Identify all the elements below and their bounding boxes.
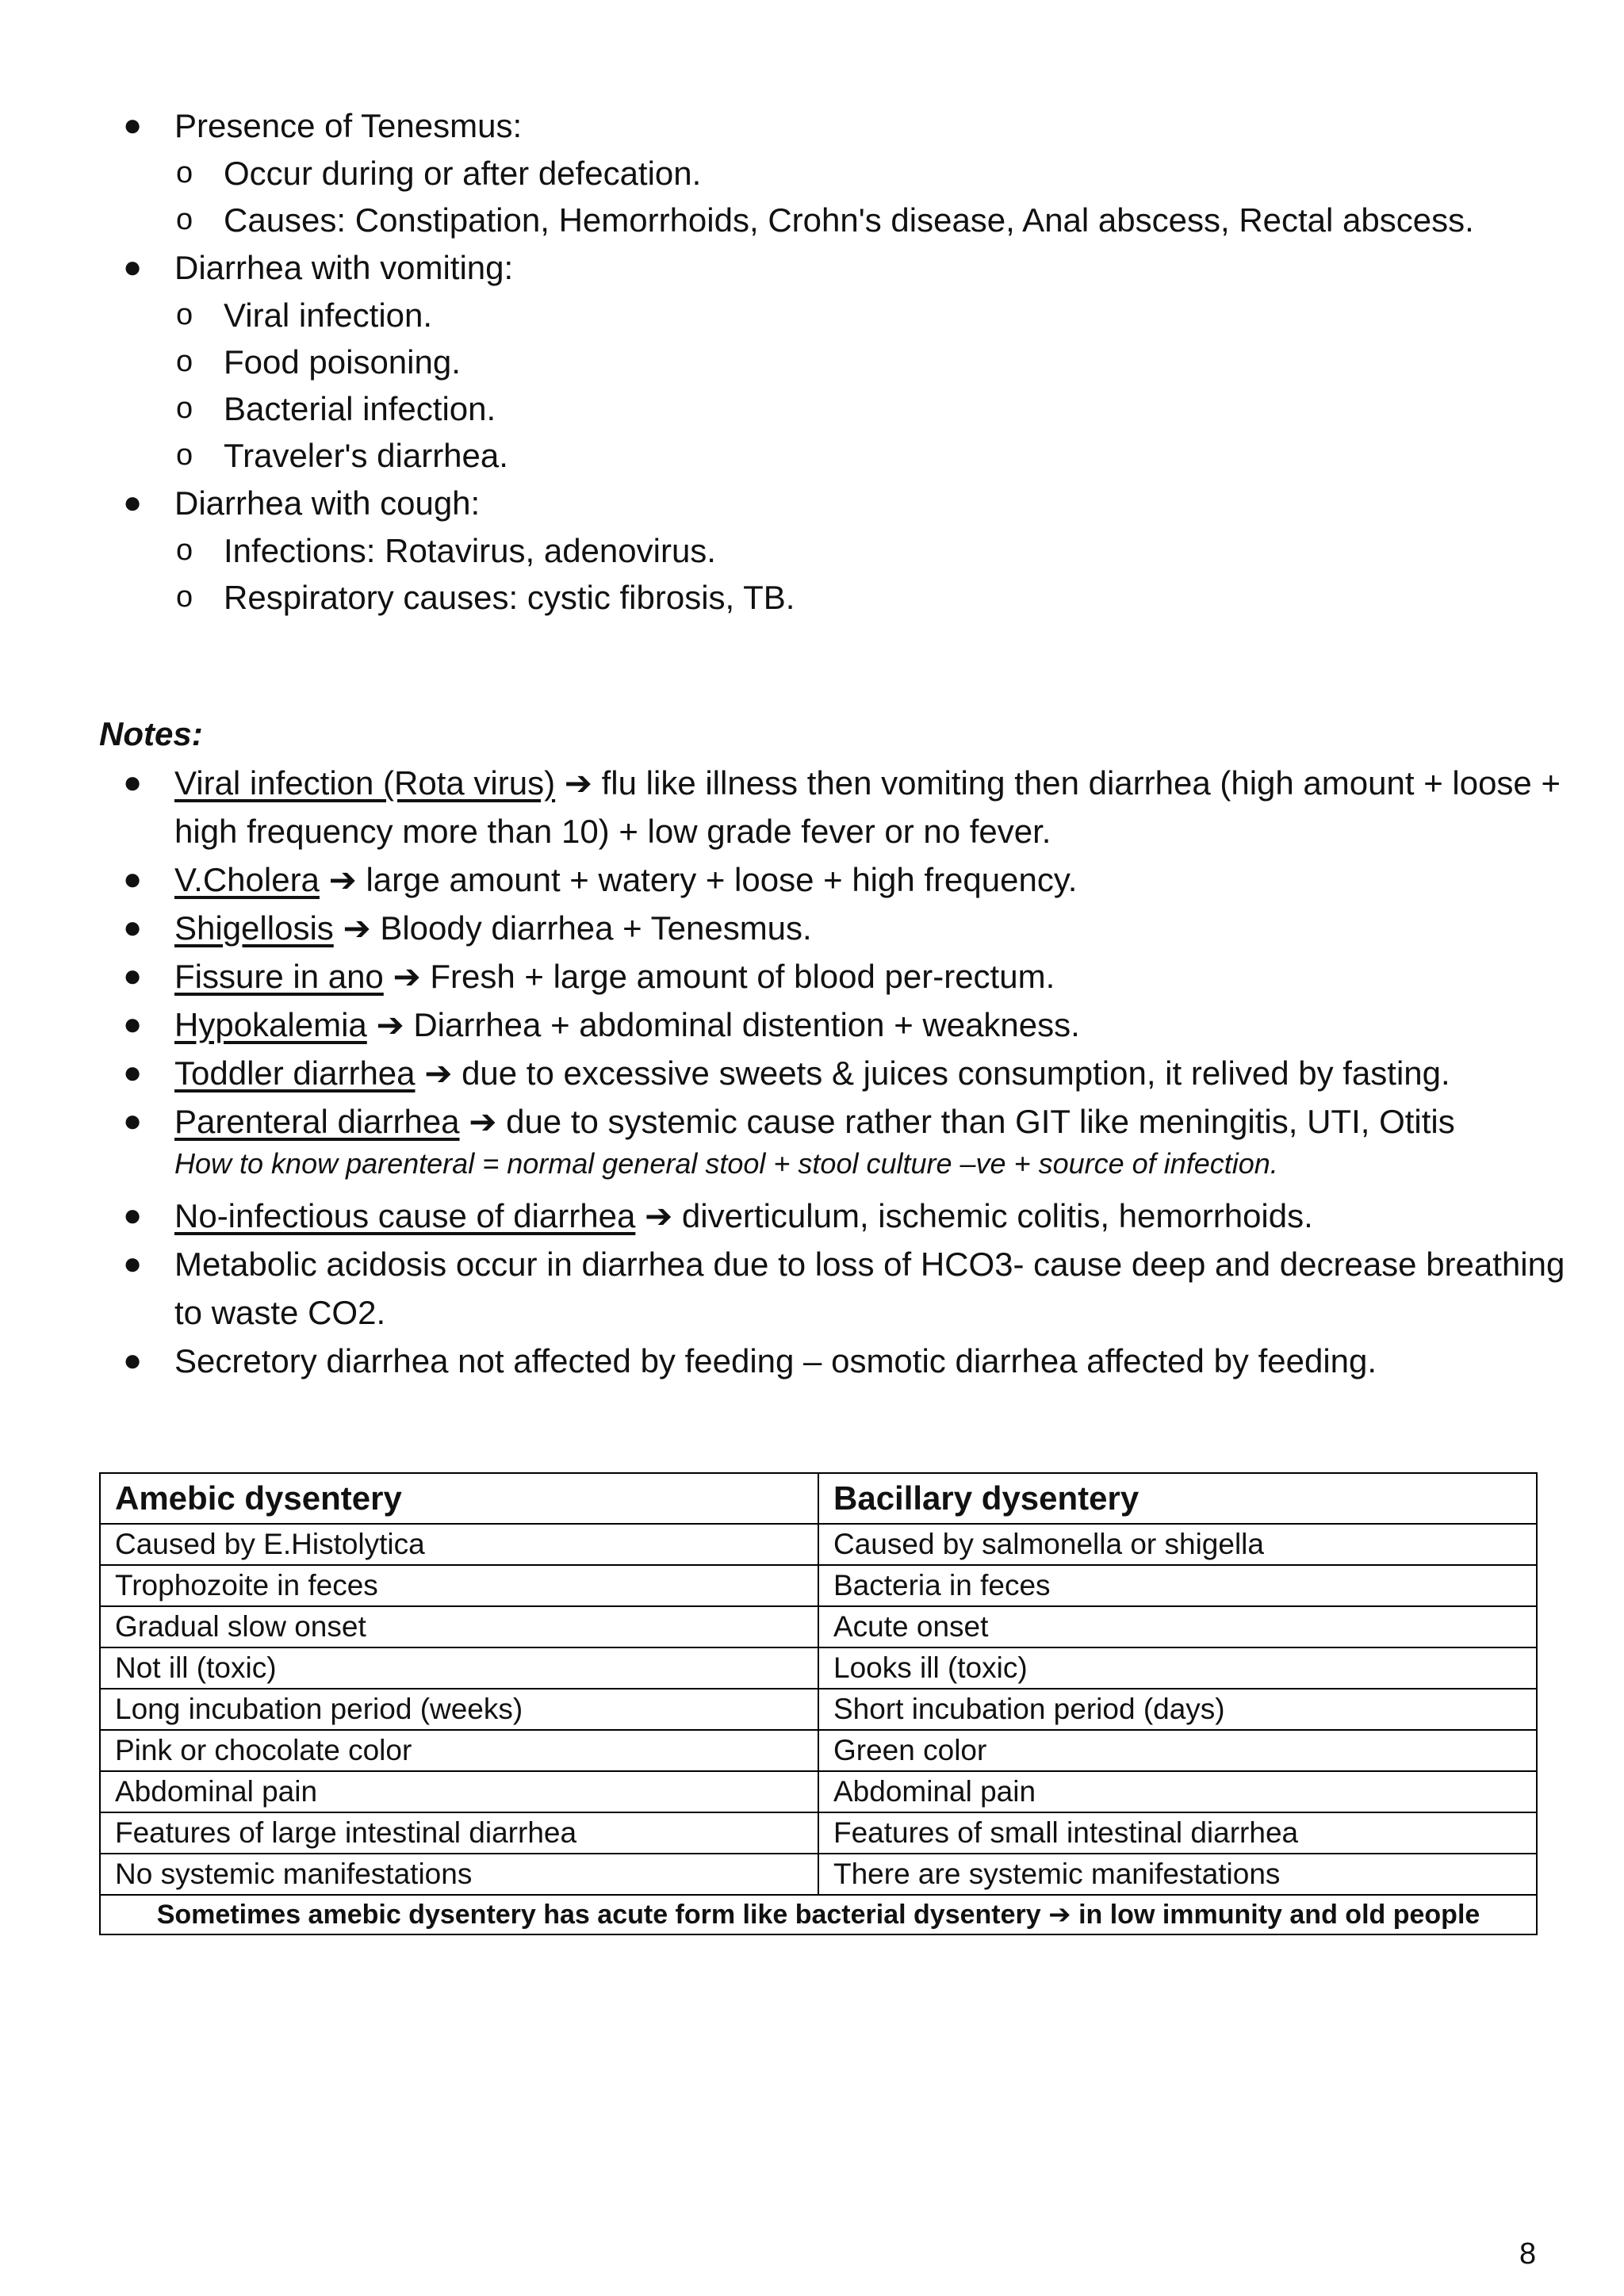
table-cell: Short incubation period (days) bbox=[818, 1689, 1537, 1730]
table-cell: Gradual slow onset bbox=[100, 1606, 818, 1647]
bullet-icon: ● bbox=[123, 1246, 143, 1281]
note-item bbox=[99, 1192, 1574, 1240]
arrow-icon: ➔ bbox=[328, 861, 357, 898]
column-header-amebic: Amebic dysentery bbox=[100, 1473, 818, 1524]
sub-list bbox=[174, 150, 1566, 243]
page-number: 8 bbox=[1519, 2237, 1537, 2271]
list-item bbox=[99, 101, 1566, 243]
table-cell: Caused by E.Histolytica bbox=[100, 1524, 818, 1565]
table-row bbox=[100, 1647, 1537, 1689]
sub-bullet-icon: o bbox=[176, 438, 193, 472]
table-row bbox=[100, 1689, 1537, 1730]
sub-list bbox=[174, 292, 1566, 479]
note-item bbox=[99, 759, 1574, 855]
bullet-icon: ● bbox=[123, 1007, 143, 1042]
sub-list-item bbox=[174, 292, 1566, 339]
list-item bbox=[99, 479, 1566, 621]
arrow-icon: ➔ bbox=[469, 1103, 497, 1140]
note-text: Secretory diarrhea not affected by feeding – osmotic diarrhea affected by feeding. bbox=[174, 1342, 1377, 1380]
sub-bullet-icon: o bbox=[176, 534, 193, 567]
note-text: large amount + watery + loose + high frequency. bbox=[366, 861, 1078, 898]
table-cell: Not ill (toxic) bbox=[100, 1647, 818, 1689]
sub-list-item-text: Traveler's diarrhea. bbox=[224, 437, 508, 474]
note-term: Hypokalemia bbox=[174, 1006, 367, 1043]
list-item-text: Diarrhea with cough: bbox=[174, 484, 481, 522]
table-cell: There are systemic manifestations bbox=[818, 1854, 1537, 1895]
sub-list-item-text: Bacterial infection. bbox=[224, 390, 496, 427]
note-item bbox=[99, 952, 1574, 1001]
sub-list-item bbox=[174, 197, 1566, 243]
note-item bbox=[99, 1049, 1574, 1097]
bullet-icon: ● bbox=[123, 1104, 143, 1138]
notes-heading: Notes: bbox=[99, 715, 203, 752]
table-cell: Abdominal pain bbox=[100, 1771, 818, 1812]
table-row bbox=[100, 1812, 1537, 1854]
note-text: Fresh + large amount of blood per-rectum. bbox=[430, 958, 1055, 995]
table-cell: Long incubation period (weeks) bbox=[100, 1689, 818, 1730]
bullet-icon: ● bbox=[123, 1343, 143, 1378]
table-cell: Pink or chocolate color bbox=[100, 1730, 818, 1771]
sub-list-item-text: Respiratory causes: cystic fibrosis, TB. bbox=[224, 579, 795, 616]
table-cell: Features of small intestinal diarrhea bbox=[818, 1812, 1537, 1854]
footer-text-after: in low immunity and old people bbox=[1078, 1900, 1480, 1930]
note-term: Shigellosis bbox=[174, 909, 334, 947]
table-cell: Caused by salmonella or shigella bbox=[818, 1524, 1537, 1565]
sub-list-item-text: Causes: Constipation, Hemorrhoids, Crohn's disease, Anal abscess, Rectal abscess. bbox=[224, 201, 1474, 239]
dysentery-comparison-table bbox=[99, 1472, 1538, 1935]
table-cell: No systemic manifestations bbox=[100, 1854, 818, 1895]
table-cell: Features of large intestinal diarrhea bbox=[100, 1812, 818, 1854]
bullet-icon: ● bbox=[123, 959, 143, 993]
sub-bullet-icon: o bbox=[176, 298, 193, 331]
sub-list-item-text: Viral infection. bbox=[224, 297, 433, 334]
arrow-icon: ➔ bbox=[564, 764, 592, 802]
note-text: due to systemic cause rather than GIT like meningitis, UTI, Otitis bbox=[506, 1103, 1455, 1140]
table-cell: Bacteria in feces bbox=[818, 1565, 1537, 1606]
note-text: Metabolic acidosis occur in diarrhea due to loss of HCO3- cause deep and decrease breathing to waste CO2. bbox=[174, 1246, 1565, 1331]
table-cell: Looks ill (toxic) bbox=[818, 1647, 1537, 1689]
table-row bbox=[100, 1524, 1537, 1565]
arrow-icon: ➔ bbox=[376, 1006, 404, 1043]
table-row bbox=[100, 1606, 1537, 1647]
sub-bullet-icon: o bbox=[176, 156, 193, 189]
bullet-icon: ● bbox=[123, 485, 143, 520]
table-cell: Trophozoite in feces bbox=[100, 1565, 818, 1606]
arrow-icon: ➔ bbox=[645, 1197, 673, 1234]
table-footer-row bbox=[100, 1895, 1537, 1934]
table-cell: Green color bbox=[818, 1730, 1537, 1771]
table-row bbox=[100, 1565, 1537, 1606]
list-item-text: Presence of Tenesmus: bbox=[174, 107, 523, 144]
sub-bullet-icon: o bbox=[176, 203, 193, 236]
note-term: Toddler diarrhea bbox=[174, 1054, 416, 1092]
sub-list-item bbox=[174, 339, 1566, 385]
note-item bbox=[99, 1001, 1574, 1049]
list-item-text: Diarrhea with vomiting: bbox=[174, 249, 514, 286]
note-term: Fissure in ano bbox=[174, 958, 384, 995]
note-term: No-infectious cause of diarrhea bbox=[174, 1197, 636, 1234]
table-row bbox=[100, 1854, 1537, 1895]
list-item bbox=[99, 243, 1566, 479]
arrow-icon: ➔ bbox=[343, 909, 371, 947]
note-item bbox=[99, 1337, 1574, 1385]
notes-list bbox=[99, 759, 1574, 1385]
top-bullet-list bbox=[99, 101, 1566, 621]
bullet-icon: ● bbox=[123, 108, 143, 143]
sub-list bbox=[174, 527, 1566, 621]
note-term: V.Cholera bbox=[174, 861, 320, 898]
note-item bbox=[99, 1097, 1574, 1182]
note-text: flu like illness then vomiting then diarrhea (high amount + loose + high frequency more than 10) + low grade fever or no fever. bbox=[174, 764, 1561, 850]
note-text: due to excessive sweets & juices consumption, it relived by fasting. bbox=[462, 1054, 1450, 1092]
footer-text-before: Sometimes amebic dysentery has acute form like bacterial dysentery bbox=[156, 1900, 1041, 1930]
arrow-icon: ➔ bbox=[393, 958, 421, 995]
sub-list-item-text: Infections: Rotavirus, adenovirus. bbox=[224, 532, 716, 569]
arrow-icon: ➔ bbox=[424, 1054, 453, 1092]
table-row bbox=[100, 1730, 1537, 1771]
sub-list-item bbox=[174, 432, 1566, 479]
bullet-icon: ● bbox=[123, 910, 143, 945]
sub-bullet-icon: o bbox=[176, 580, 193, 614]
note-term: Viral infection (Rota virus) bbox=[174, 764, 556, 802]
sub-list-item bbox=[174, 150, 1566, 197]
bullet-icon: ● bbox=[123, 250, 143, 285]
sub-bullet-icon: o bbox=[176, 345, 193, 378]
table-header-row bbox=[100, 1473, 1537, 1524]
sub-list-item bbox=[174, 385, 1566, 432]
arrow-icon: ➔ bbox=[1048, 1900, 1071, 1930]
bullet-icon: ● bbox=[123, 1055, 143, 1090]
note-text: Diarrhea + abdominal distention + weakness. bbox=[413, 1006, 1080, 1043]
bullet-icon: ● bbox=[123, 862, 143, 897]
sub-list-item-text: Food poisoning. bbox=[224, 343, 461, 381]
note-item bbox=[99, 855, 1574, 904]
table-cell: Abdominal pain bbox=[818, 1771, 1537, 1812]
bullet-icon: ● bbox=[123, 1198, 143, 1233]
table-cell: Acute onset bbox=[818, 1606, 1537, 1647]
sub-bullet-icon: o bbox=[176, 392, 193, 425]
note-item bbox=[99, 904, 1574, 952]
sub-list-item bbox=[174, 574, 1566, 621]
bullet-icon: ● bbox=[123, 765, 143, 800]
table-row bbox=[100, 1771, 1537, 1812]
table-footer-note bbox=[100, 1895, 1537, 1934]
note-text: diverticulum, ischemic colitis, hemorrhoids. bbox=[681, 1197, 1313, 1234]
note-text: Bloody diarrhea + Tenesmus. bbox=[380, 909, 812, 947]
note-item bbox=[99, 1240, 1574, 1337]
note-term: Parenteral diarrhea bbox=[174, 1103, 460, 1140]
column-header-bacillary: Bacillary dysentery bbox=[818, 1473, 1537, 1524]
sub-list-item bbox=[174, 527, 1566, 574]
note-subtext: How to know parenteral = normal general stool + stool culture –ve + source of infection. bbox=[174, 1147, 1278, 1180]
sub-list-item-text: Occur during or after defecation. bbox=[224, 155, 702, 192]
